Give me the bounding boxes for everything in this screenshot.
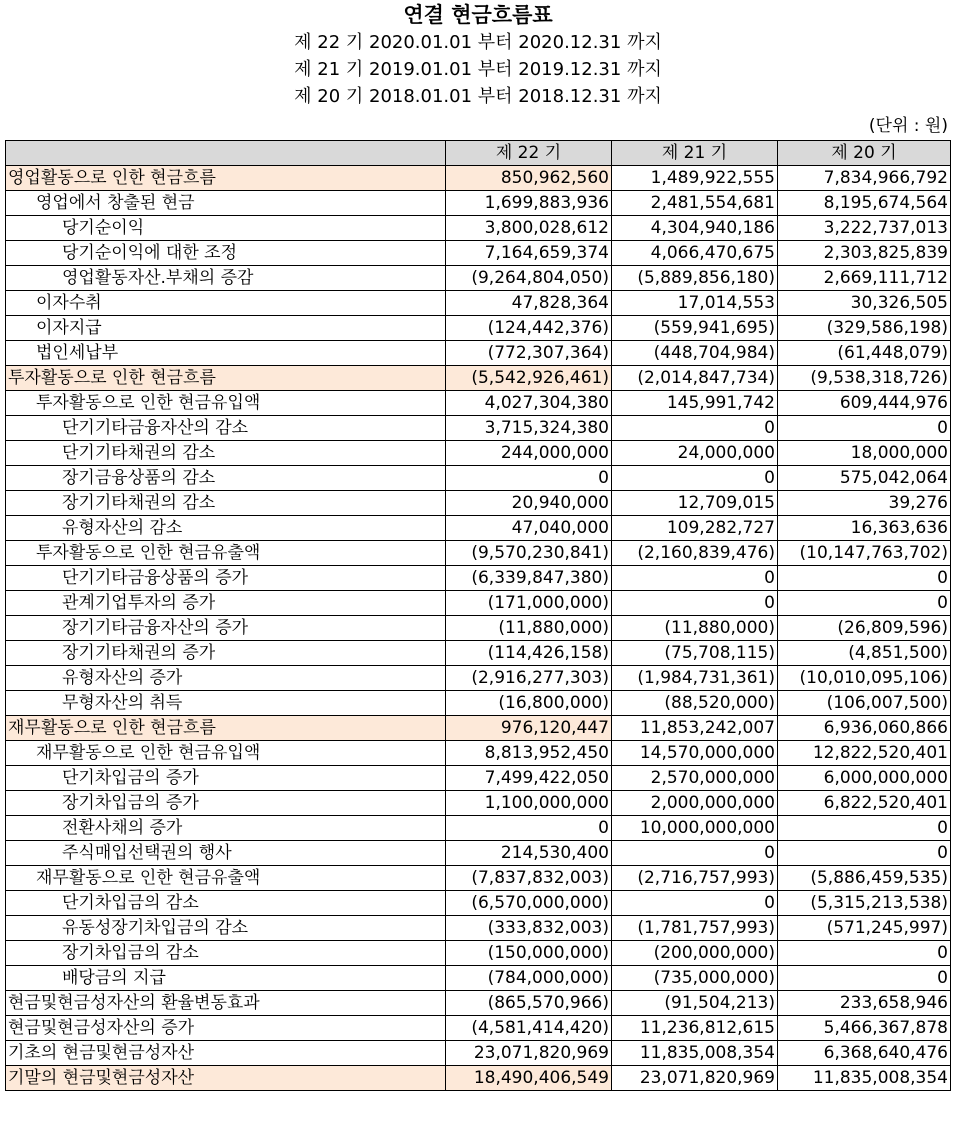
value-cell-period-21: 0 <box>612 841 778 866</box>
value-cell-period-20: 5,466,367,878 <box>778 1016 951 1041</box>
period-line-21: 제 21 기 2019.01.01 부터 2019.12.31 까지 <box>294 59 662 80</box>
row-label: 장기차입금의 증가 <box>6 791 446 816</box>
value-cell-period-22: 3,800,028,612 <box>446 216 612 241</box>
value-cell-period-20: 0 <box>778 566 951 591</box>
value-cell-period-20: (106,007,500) <box>778 691 951 716</box>
table-row <box>6 666 951 691</box>
table-row <box>6 191 951 216</box>
value-cell-period-21: 2,570,000,000 <box>612 766 778 791</box>
value-cell-period-20: (26,809,596) <box>778 616 951 641</box>
row-label: 단기차입금의 감소 <box>6 891 446 916</box>
table-row <box>6 866 951 891</box>
row-label: 배당금의 지급 <box>6 966 446 991</box>
value-cell-period-22: 244,000,000 <box>446 441 612 466</box>
value-cell-period-20: (9,538,318,726) <box>778 366 951 391</box>
row-label: 기말의 현금및현금성자산 <box>6 1066 446 1091</box>
value-cell-period-21: 23,071,820,969 <box>612 1066 778 1091</box>
row-label: 단기기타금융상품의 증가 <box>6 566 446 591</box>
value-cell-period-22: 1,100,000,000 <box>446 791 612 816</box>
value-cell-period-20: 609,444,976 <box>778 391 951 416</box>
value-cell-period-22: 0 <box>446 466 612 491</box>
row-label: 전환사채의 증가 <box>6 816 446 841</box>
value-cell-period-22: (124,442,376) <box>446 316 612 341</box>
value-cell-period-21: 24,000,000 <box>612 441 778 466</box>
value-cell-period-22: (784,000,000) <box>446 966 612 991</box>
table-row <box>6 266 951 291</box>
row-label: 당기순이익 <box>6 216 446 241</box>
value-cell-period-21: 11,236,812,615 <box>612 1016 778 1041</box>
row-label: 이자지급 <box>6 316 446 341</box>
unit-label: (단위 : 원) <box>868 116 948 136</box>
table-row <box>6 166 951 191</box>
row-label: 이자수취 <box>6 291 446 316</box>
value-cell-period-22: (5,542,926,461) <box>446 366 612 391</box>
value-cell-period-22: (11,880,000) <box>446 616 612 641</box>
table-row <box>6 516 951 541</box>
value-cell-period-20: 11,835,008,354 <box>778 1066 951 1091</box>
value-cell-period-22: 8,813,952,450 <box>446 741 612 766</box>
value-cell-period-22: 850,962,560 <box>446 166 612 191</box>
value-cell-period-21: (2,014,847,734) <box>612 366 778 391</box>
value-cell-period-20: 7,834,966,792 <box>778 166 951 191</box>
value-cell-period-22: (2,916,277,303) <box>446 666 612 691</box>
value-cell-period-21: 4,066,470,675 <box>612 241 778 266</box>
value-cell-period-22: 3,715,324,380 <box>446 416 612 441</box>
value-cell-period-20: 18,000,000 <box>778 441 951 466</box>
value-cell-period-22: 20,940,000 <box>446 491 612 516</box>
row-label: 현금및현금성자산의 증가 <box>6 1016 446 1041</box>
value-cell-period-22: (865,570,966) <box>446 991 612 1016</box>
value-cell-period-21: (1,984,731,361) <box>612 666 778 691</box>
value-cell-period-21: (2,160,839,476) <box>612 541 778 566</box>
value-cell-period-20: 3,222,737,013 <box>778 216 951 241</box>
value-cell-period-20: (10,147,763,702) <box>778 541 951 566</box>
header-label-cell <box>6 141 446 166</box>
row-label: 영업활동자산.부채의 증감 <box>6 266 446 291</box>
value-cell-period-22: (333,832,003) <box>446 916 612 941</box>
value-cell-period-22: (150,000,000) <box>446 941 612 966</box>
table-row <box>6 566 951 591</box>
value-cell-period-21: 10,000,000,000 <box>612 816 778 841</box>
row-label: 단기기타금융자산의 감소 <box>6 416 446 441</box>
period-line-22: 제 22 기 2020.01.01 부터 2020.12.31 까지 <box>294 32 662 53</box>
table-header-row <box>6 141 951 166</box>
value-cell-period-20: (571,245,997) <box>778 916 951 941</box>
value-cell-period-21: 11,835,008,354 <box>612 1041 778 1066</box>
row-label: 무형자산의 취득 <box>6 691 446 716</box>
header-period-20: 제 20 기 <box>778 141 951 166</box>
value-cell-period-21: 0 <box>612 416 778 441</box>
value-cell-period-21: 11,853,242,007 <box>612 716 778 741</box>
table-row <box>6 241 951 266</box>
value-cell-period-21: 17,014,553 <box>612 291 778 316</box>
value-cell-period-21: (448,704,984) <box>612 341 778 366</box>
value-cell-period-20: 0 <box>778 591 951 616</box>
value-cell-period-20: 12,822,520,401 <box>778 741 951 766</box>
value-cell-period-22: 7,164,659,374 <box>446 241 612 266</box>
value-cell-period-21: 145,991,742 <box>612 391 778 416</box>
table-row <box>6 991 951 1016</box>
row-label: 유형자산의 증가 <box>6 666 446 691</box>
table-row <box>6 591 951 616</box>
value-cell-period-22: 47,040,000 <box>446 516 612 541</box>
table-row <box>6 216 951 241</box>
table-row <box>6 766 951 791</box>
value-cell-period-20: 39,276 <box>778 491 951 516</box>
value-cell-period-20: 6,000,000,000 <box>778 766 951 791</box>
row-label: 영업활동으로 인한 현금흐름 <box>6 166 446 191</box>
row-label: 장기금융상품의 감소 <box>6 466 446 491</box>
row-label: 영업에서 창출된 현금 <box>6 191 446 216</box>
value-cell-period-20: 0 <box>778 416 951 441</box>
value-cell-period-22: (9,570,230,841) <box>446 541 612 566</box>
value-cell-period-21: 2,000,000,000 <box>612 791 778 816</box>
row-label: 장기차입금의 감소 <box>6 941 446 966</box>
table-row <box>6 316 951 341</box>
value-cell-period-22: 976,120,447 <box>446 716 612 741</box>
value-cell-period-21: (11,880,000) <box>612 616 778 641</box>
row-label: 장기기타채권의 감소 <box>6 491 446 516</box>
value-cell-period-22: (6,570,000,000) <box>446 891 612 916</box>
table-row <box>6 1041 951 1066</box>
value-cell-period-22: (16,800,000) <box>446 691 612 716</box>
value-cell-period-21: 4,304,940,186 <box>612 216 778 241</box>
cash-flow-table <box>5 140 951 1091</box>
value-cell-period-22: (772,307,364) <box>446 341 612 366</box>
row-label: 재무활동으로 인한 현금유입액 <box>6 741 446 766</box>
value-cell-period-20: 16,363,636 <box>778 516 951 541</box>
value-cell-period-21: 0 <box>612 591 778 616</box>
table-row <box>6 416 951 441</box>
row-label: 투자활동으로 인한 현금유입액 <box>6 391 446 416</box>
value-cell-period-21: (91,504,213) <box>612 991 778 1016</box>
period-line-20: 제 20 기 2018.01.01 부터 2018.12.31 까지 <box>294 86 662 107</box>
value-cell-period-22: (9,264,804,050) <box>446 266 612 291</box>
value-cell-period-20: 6,822,520,401 <box>778 791 951 816</box>
row-label: 법인세납부 <box>6 341 446 366</box>
value-cell-period-20: (5,886,459,535) <box>778 866 951 891</box>
value-cell-period-21: 12,709,015 <box>612 491 778 516</box>
row-label: 장기기타채권의 증가 <box>6 641 446 666</box>
table-row <box>6 916 951 941</box>
row-label: 장기기타금융자산의 증가 <box>6 616 446 641</box>
table-row <box>6 291 951 316</box>
value-cell-period-20: 0 <box>778 841 951 866</box>
value-cell-period-21: 0 <box>612 566 778 591</box>
value-cell-period-21: (2,716,757,993) <box>612 866 778 891</box>
table-row <box>6 941 951 966</box>
value-cell-period-22: 214,530,400 <box>446 841 612 866</box>
table-row <box>6 966 951 991</box>
header-period-21: 제 21 기 <box>612 141 778 166</box>
value-cell-period-22: 23,071,820,969 <box>446 1041 612 1066</box>
value-cell-period-20: 233,658,946 <box>778 991 951 1016</box>
row-label: 단기차입금의 증가 <box>6 766 446 791</box>
table-row <box>6 716 951 741</box>
row-label: 당기순이익에 대한 조정 <box>6 241 446 266</box>
table-row <box>6 791 951 816</box>
table-row <box>6 491 951 516</box>
value-cell-period-21: (88,520,000) <box>612 691 778 716</box>
row-label: 투자활동으로 인한 현금유출액 <box>6 541 446 566</box>
row-label: 유형자산의 감소 <box>6 516 446 541</box>
value-cell-period-20: (329,586,198) <box>778 316 951 341</box>
row-label: 현금및현금성자산의 환율변동효과 <box>6 991 446 1016</box>
value-cell-period-22: 1,699,883,936 <box>446 191 612 216</box>
value-cell-period-21: (75,708,115) <box>612 641 778 666</box>
value-cell-period-22: 4,027,304,380 <box>446 391 612 416</box>
value-cell-period-20: (5,315,213,538) <box>778 891 951 916</box>
value-cell-period-21: (559,941,695) <box>612 316 778 341</box>
table-row <box>6 816 951 841</box>
value-cell-period-22: (114,426,158) <box>446 641 612 666</box>
row-label: 재무활동으로 인한 현금유출액 <box>6 866 446 891</box>
row-label: 단기기타채권의 감소 <box>6 441 446 466</box>
table-row <box>6 1016 951 1041</box>
table-row <box>6 391 951 416</box>
value-cell-period-21: 2,481,554,681 <box>612 191 778 216</box>
table-row <box>6 366 951 391</box>
table-row <box>6 466 951 491</box>
table-row <box>6 891 951 916</box>
value-cell-period-22: 18,490,406,549 <box>446 1066 612 1091</box>
value-cell-period-21: 0 <box>612 891 778 916</box>
value-cell-period-21: 14,570,000,000 <box>612 741 778 766</box>
value-cell-period-20: (10,010,095,106) <box>778 666 951 691</box>
value-cell-period-22: (171,000,000) <box>446 591 612 616</box>
value-cell-period-20: 2,303,825,839 <box>778 241 951 266</box>
row-label: 주식매입선택권의 행사 <box>6 841 446 866</box>
row-label: 관계기업투자의 증가 <box>6 591 446 616</box>
table-row <box>6 441 951 466</box>
value-cell-period-20: (61,448,079) <box>778 341 951 366</box>
value-cell-period-21: (5,889,856,180) <box>612 266 778 291</box>
table-row <box>6 691 951 716</box>
value-cell-period-21: (1,781,757,993) <box>612 916 778 941</box>
table-row <box>6 1066 951 1091</box>
value-cell-period-21: 1,489,922,555 <box>612 166 778 191</box>
value-cell-period-20: 2,669,111,712 <box>778 266 951 291</box>
value-cell-period-20: 0 <box>778 966 951 991</box>
table-row <box>6 341 951 366</box>
table-row <box>6 616 951 641</box>
row-label: 투자활동으로 인한 현금흐름 <box>6 366 446 391</box>
value-cell-period-22: 0 <box>446 816 612 841</box>
value-cell-period-22: (7,837,832,003) <box>446 866 612 891</box>
table-body <box>6 166 951 1091</box>
header-period-22: 제 22 기 <box>446 141 612 166</box>
value-cell-period-20: 6,368,640,476 <box>778 1041 951 1066</box>
value-cell-period-22: 47,828,364 <box>446 291 612 316</box>
value-cell-period-21: (200,000,000) <box>612 941 778 966</box>
value-cell-period-20: 0 <box>778 816 951 841</box>
statement-title: 연결 현금흐름표 <box>403 3 553 27</box>
value-cell-period-20: 8,195,674,564 <box>778 191 951 216</box>
value-cell-period-22: 7,499,422,050 <box>446 766 612 791</box>
value-cell-period-21: 0 <box>612 466 778 491</box>
table-row <box>6 741 951 766</box>
table-row <box>6 641 951 666</box>
value-cell-period-20: (4,851,500) <box>778 641 951 666</box>
table-row <box>6 541 951 566</box>
row-label: 재무활동으로 인한 현금흐름 <box>6 716 446 741</box>
value-cell-period-20: 6,936,060,866 <box>778 716 951 741</box>
value-cell-period-21: 109,282,727 <box>612 516 778 541</box>
row-label: 기초의 현금및현금성자산 <box>6 1041 446 1066</box>
value-cell-period-22: (4,581,414,420) <box>446 1016 612 1041</box>
value-cell-period-21: (735,000,000) <box>612 966 778 991</box>
value-cell-period-20: 30,326,505 <box>778 291 951 316</box>
row-label: 유동성장기차입금의 감소 <box>6 916 446 941</box>
table-row <box>6 841 951 866</box>
value-cell-period-20: 0 <box>778 941 951 966</box>
value-cell-period-20: 575,042,064 <box>778 466 951 491</box>
value-cell-period-22: (6,339,847,380) <box>446 566 612 591</box>
